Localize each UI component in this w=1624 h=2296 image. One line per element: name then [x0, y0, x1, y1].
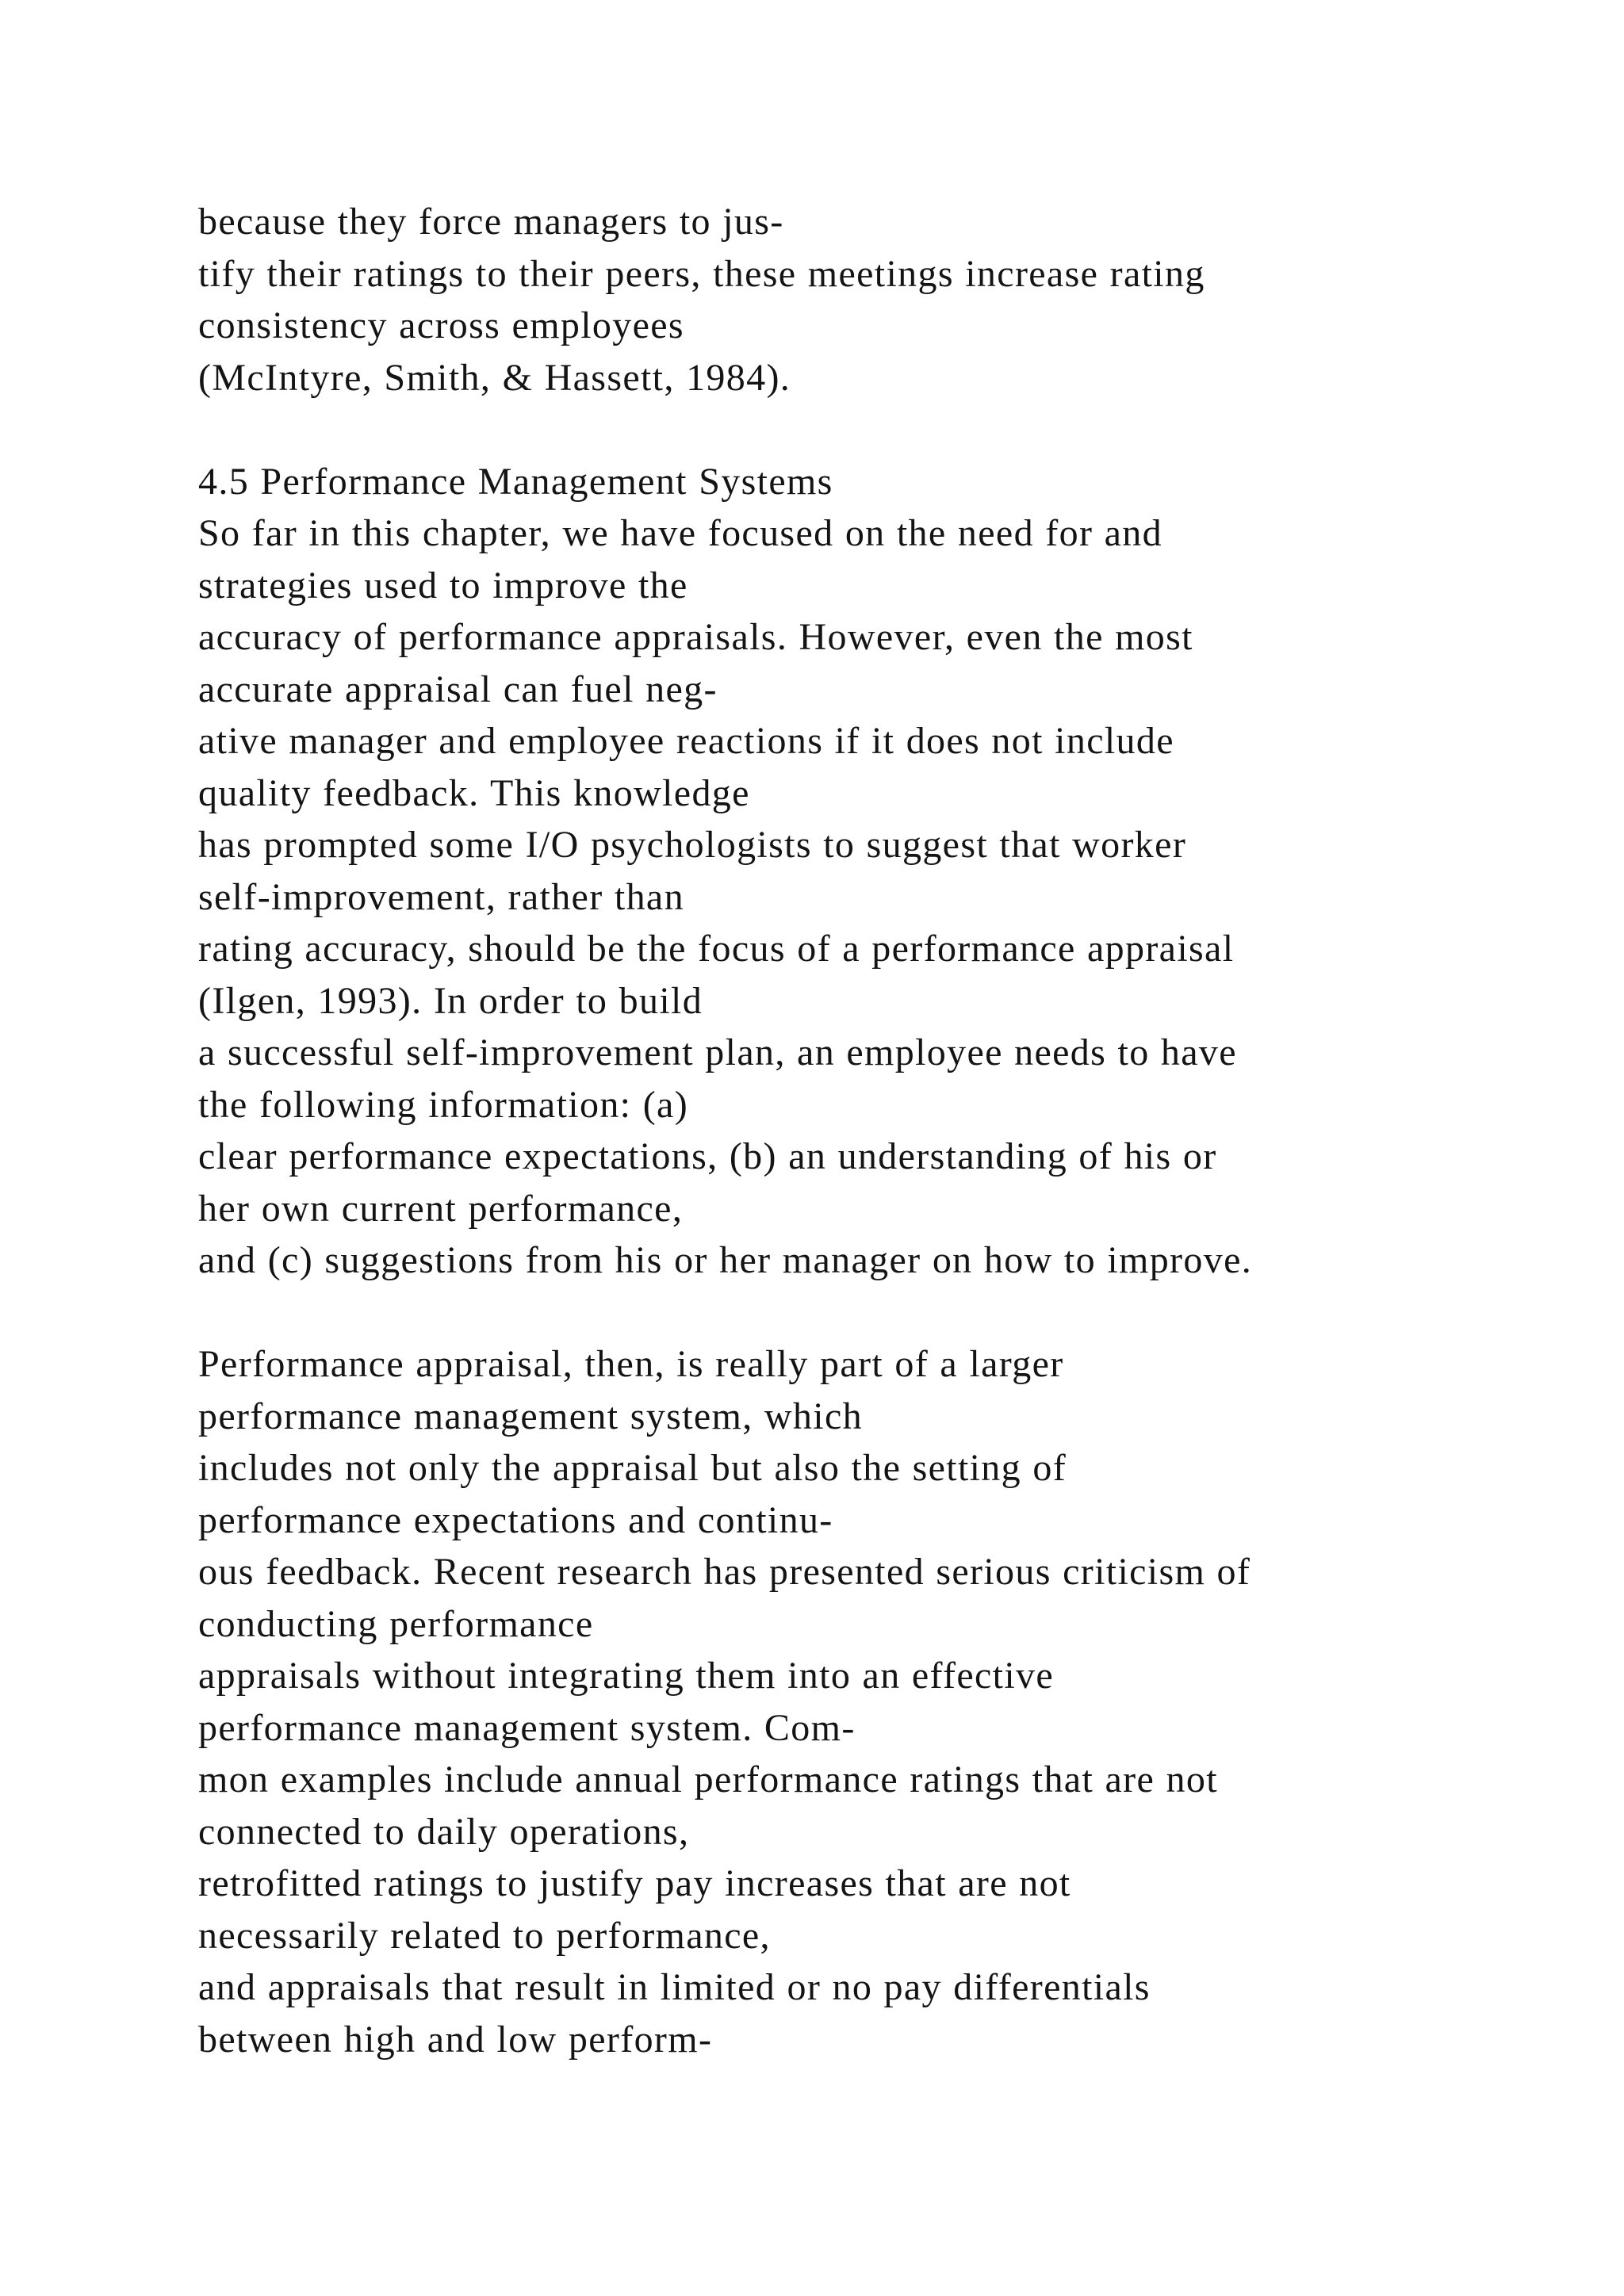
text-line: ous feedback. Recent research has presented serious criticism of: [198, 1551, 1251, 1593]
text-line: connected to daily operations,: [198, 1810, 690, 1853]
text-line: clear performance expectations, (b) an understanding of his or: [198, 1135, 1217, 1177]
text-line: and appraisals that result in limited or no pay differentials: [198, 1966, 1151, 2008]
text-line: her own current performance,: [198, 1187, 684, 1230]
text-line: between high and low perform-: [198, 2018, 713, 2061]
text-line: a successful self-improvement plan, an employee needs to have: [198, 1031, 1237, 1073]
text-line: includes not only the appraisal but also the setting of: [198, 1447, 1067, 1489]
text-line: consistency across employees: [198, 304, 684, 346]
text-line: So far in this chapter, we have focused on the need for and: [198, 512, 1162, 554]
text-line: strategies used to improve the: [198, 564, 688, 607]
text-line: quality feedback. This knowledge: [198, 771, 750, 814]
text-line: performance management system. Com-: [198, 1706, 856, 1749]
text-line: ative manager and employee reactions if it does not include: [198, 720, 1174, 762]
text-line: mon examples include annual performance ratings that are not: [198, 1758, 1218, 1800]
text-line: necessarily related to performance,: [198, 1914, 771, 1957]
blank-line: [198, 404, 1594, 456]
text-line: tify their ratings to their peers, these meetings increase rating: [198, 252, 1205, 295]
text-line: (Ilgen, 1993). In order to build: [198, 979, 703, 1022]
text-line: Performance appraisal, then, is really part of a larger: [198, 1343, 1064, 1385]
text-line: because they force managers to jus-: [198, 201, 784, 243]
text-line: and (c) suggestions from his or her manager on how to improve.: [198, 1239, 1253, 1281]
text-line: rating accuracy, should be the focus of a performance appraisal: [198, 928, 1235, 970]
text-line: the following information: (a): [198, 1083, 689, 1126]
text-line: retrofitted ratings to justify pay increases that are not: [198, 1862, 1071, 1904]
section-heading: 4.5 Performance Management Systems: [198, 460, 833, 503]
text-line: has prompted some I/O psychologists to suggest that worker: [198, 824, 1187, 866]
text-line: appraisals without integrating them into an effective: [198, 1655, 1055, 1697]
text-line: accuracy of performance appraisals. However, even the most: [198, 616, 1193, 658]
text-line: conducting performance: [198, 1602, 594, 1645]
text-line: self-improvement, rather than: [198, 875, 684, 918]
blank-line: [198, 1287, 1594, 1339]
text-line: performance management system, which: [198, 1395, 863, 1437]
text-line: (McIntyre, Smith, & Hassett, 1984).: [198, 356, 791, 399]
text-line: performance expectations and continu-: [198, 1498, 833, 1541]
body-text: [198, 196, 1594, 2065]
text-line: accurate appraisal can fuel neg-: [198, 668, 718, 710]
